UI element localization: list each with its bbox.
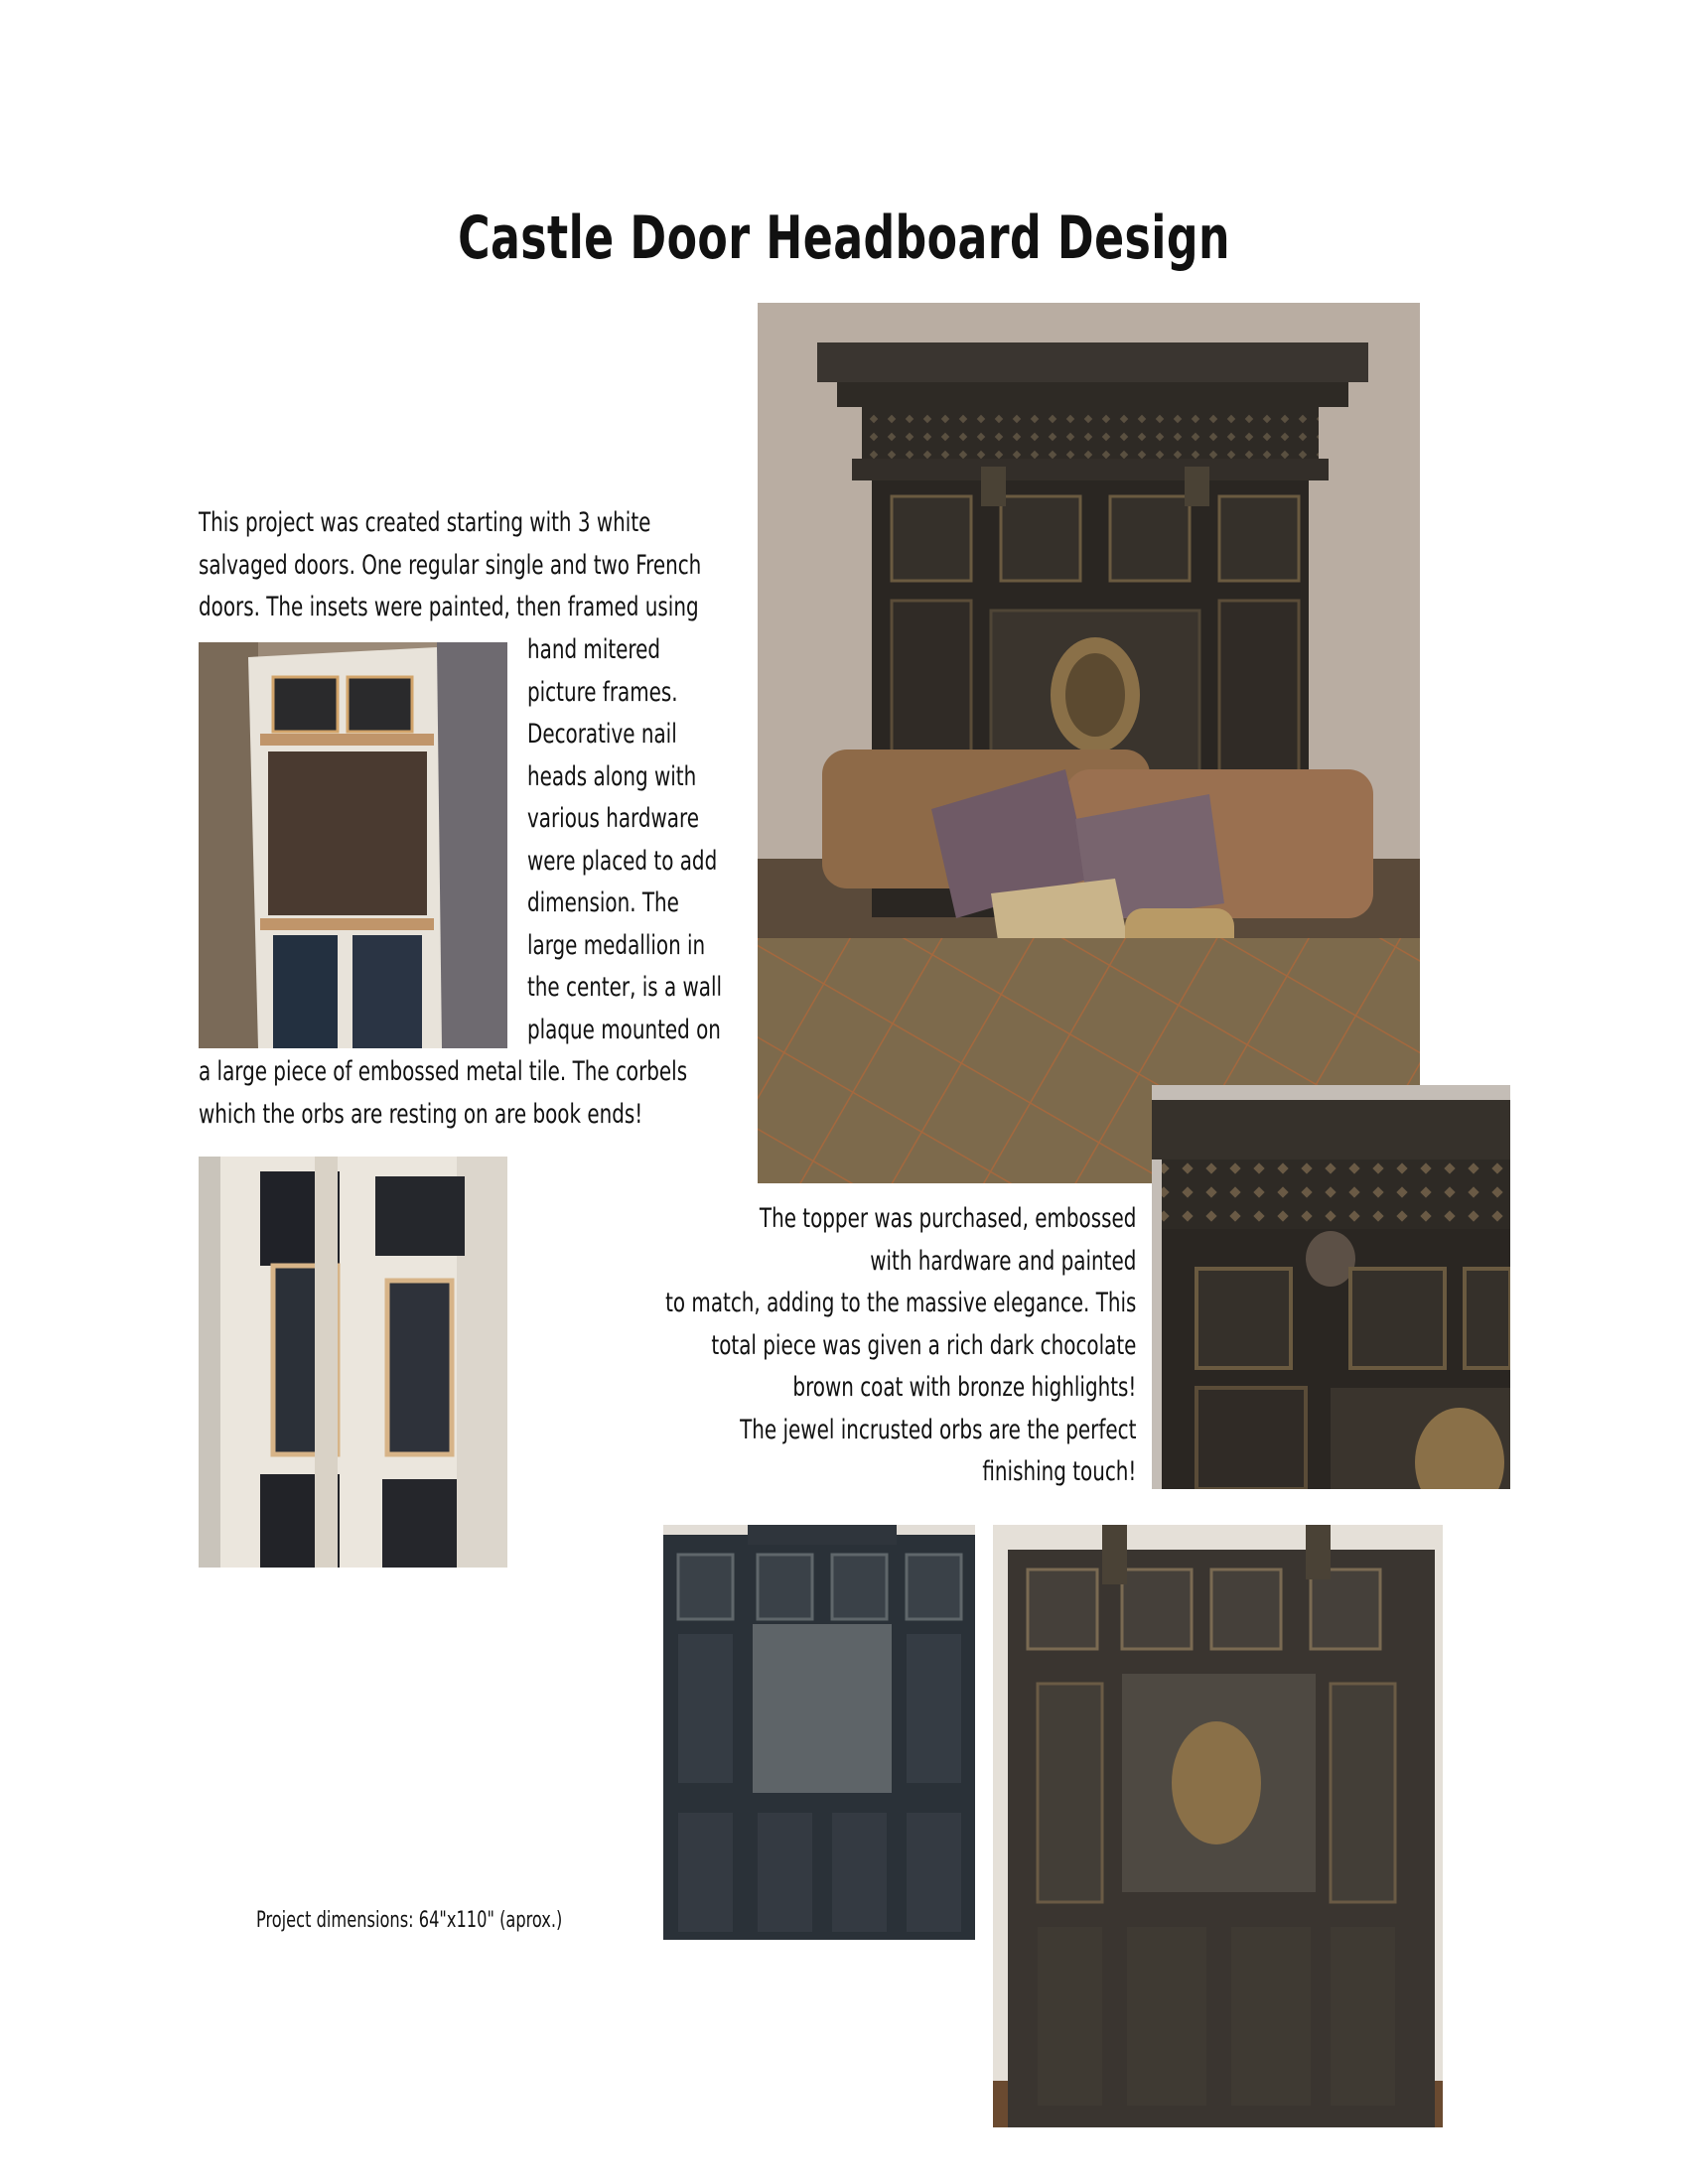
topper-line: The jewel incrusted orbs are the perfect xyxy=(739,1414,1136,1445)
painted-doors-photo xyxy=(663,1525,975,1940)
headboard-medallion-photo xyxy=(993,1525,1443,2127)
door-in-progress-photo xyxy=(199,642,507,1048)
topper-line: with hardware and painted xyxy=(869,1245,1136,1277)
intro-line: large medallion in xyxy=(527,929,706,961)
topper-closeup-photo xyxy=(1152,1085,1510,1489)
page-title: Castle Door Headboard Design xyxy=(458,204,1230,273)
french-doors-photo xyxy=(199,1157,507,1568)
project-dimensions: Project dimensions: 64"x110" (aprox.) xyxy=(256,1908,563,1933)
intro-line: picture frames. xyxy=(527,676,678,708)
intro-line: a large piece of embossed metal tile. The corbels xyxy=(199,1056,688,1087)
topper-line: total piece was given a rich dark chocolate xyxy=(711,1329,1136,1361)
headboard-bed-photo xyxy=(758,303,1420,1183)
topper-line: The topper was purchased, embossed xyxy=(759,1203,1136,1234)
intro-line: the center, is a wall xyxy=(527,972,723,1003)
intro-line: hand mitered xyxy=(527,634,661,665)
topper-line: brown coat with bronze highlights! xyxy=(792,1372,1136,1403)
intro-line: Decorative nail xyxy=(527,719,677,750)
intro-paragraph-side xyxy=(527,629,722,1051)
intro-line: doors. The insets were painted, then framed using xyxy=(199,592,699,622)
intro-paragraph-top xyxy=(199,502,701,629)
topper-paragraph xyxy=(665,1198,1136,1494)
topper-line: finishing touch! xyxy=(981,1456,1136,1487)
intro-line: were placed to add xyxy=(527,845,718,877)
intro-paragraph-bottom xyxy=(199,1051,687,1136)
intro-line: dimension. The xyxy=(527,887,679,918)
topper-line: to match, adding to the massive elegance. This xyxy=(664,1288,1136,1318)
intro-line: various hardware xyxy=(527,803,699,834)
intro-line: This project was created starting with 3 white xyxy=(199,507,651,538)
intro-line: plaque mounted on xyxy=(527,1014,721,1045)
intro-line: heads along with xyxy=(527,760,697,792)
intro-line: which the orbs are resting on are book ends! xyxy=(199,1098,643,1130)
intro-line: salvaged doors. One regular single and two French xyxy=(199,549,702,581)
